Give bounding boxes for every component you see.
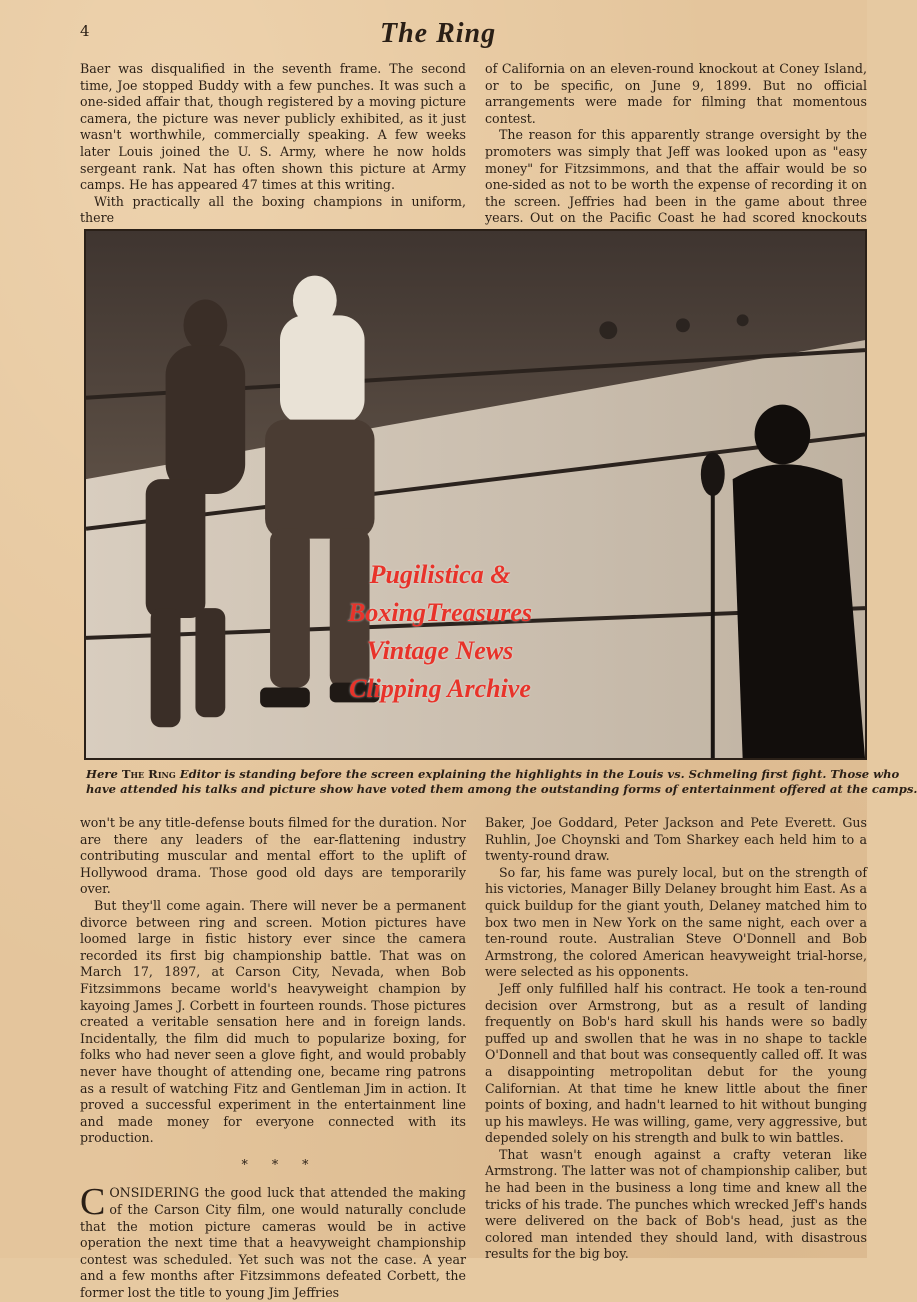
caption-lead: Here: [86, 767, 122, 781]
paragraph: The reason for this apparently strange oversight by the promoters was simply that Jeff was looked upon as "easy money" for Fitzsimmons, and that the affair would be so one-sided as not to be worth the expense of recording it on the screen. Jeffries had been in the game about three years. Out on the Pacific Coast he had scored knockouts: [485, 127, 867, 226]
paragraph: [80, 1181, 466, 1301]
watermark-line: Pugilistica &: [369, 560, 511, 589]
caption-magazine-name: The Ring: [121, 767, 176, 781]
watermark-line: Clipping Archive: [349, 674, 531, 703]
paragraph: With practically all the boxing champions in uniform, there: [80, 193, 466, 226]
watermark-line: Vintage News: [366, 636, 514, 665]
microphone-stand: [711, 489, 715, 758]
paragraph: of California on an eleven-round knockout at Coney Island, or to be specific, on June 9, 1899. But no official arrangements were made for filming that momentous contest.: [485, 61, 867, 126]
caption-line-1: [86, 767, 900, 782]
section-divider: * * *: [241, 1156, 319, 1172]
top-right-column: [485, 61, 867, 226]
watermark-text: [290, 556, 590, 708]
bottom-left-column: [80, 815, 466, 1301]
masthead-title: The Ring: [380, 18, 497, 49]
drop-cap: C: [80, 1181, 106, 1224]
paragraph: Baer was disqualified in the seventh frame. The second time, Joe stopped Buddy with a few punches. It was such a one-sided affair that, though registered by a moving picture camera, the picture was never publicly exhibited, as it just wasn't worthwhile, commercially speaking. A few weeks later Louis joined the U. S. Army, where he now holds sergeant rank. Nat has often shown this picture at Army camps. He has appeared 47 times at this writing.: [80, 61, 466, 193]
paragraph: Jeff only fulfilled half his contract. He took a ten-round decision over Armstrong, but as a result of landing frequently on Bob's hard skull his hands were so badly puffed up and swollen that he was in no shape to tackle O'Donnell and that bout was consequently called off. It was a disappointing metropolitan debut for the young Californian. At that time he knew little about the finer points of boxing, and hadn't learned to hit without bunging up his mawleys. He was willing, game, very aggressive, but depended solely on his strength and bulk to win battles.: [485, 980, 867, 1146]
paragraph: Baker, Joe Goddard, Peter Jackson and Pete Everett. Gus Ruhlin, Joe Choynski and Tom Sharkey each held him to a twenty-round draw.: [485, 815, 867, 864]
watermark-line: BoxingTreasures: [348, 598, 532, 627]
photo-caption: [86, 767, 917, 797]
bottom-right-column: [485, 815, 867, 1262]
paragraph: won't be any title-defense bouts filmed for the duration. Nor are there any leaders of the ear-flattening industry contributing muscular and mental effort to the uplift of Hollywood drama. Those good old days are temporarily over.: [80, 815, 466, 897]
caption-line-2: have attended his talks and picture show have voted them among the outstanding forms of entertainment offered at the camps.: [86, 782, 917, 796]
paragraph: That wasn't enough against a crafty veteran like Armstrong. The latter was not of championship caliber, but he had been in the business a long time and knew all the tricks of his trade. The punches which wrecked Jeff's hands were delivered on the back of Bob's head, just as the colored man intended they should land, with disastrous results for the big boy.: [485, 1146, 867, 1262]
page-number: 4: [80, 22, 90, 40]
paragraph: But they'll come again. There will never be a permanent divorce between ring and screen. Motion pictures have loomed large in fistic history ever since the camera recorded its first big championship battle. That was on March 17, 1897, at Carson City, Nevada, when Bob Fitzsimmons became world's heavyweight champion by kayoing James J. Corbett in fourteen rounds. Those pictures created a veritable sensation here and in foreign lands. Incidentally, the film did much to popularize boxing, for folks who had never seen a glove fight, and would probably never have thought of attending one, became ring patrons as a result of watching Fitz and Gentleman Jim in action. It proved a successful experiment in the entertainment line and made money for everyone connected with its production.: [80, 897, 466, 1146]
paragraph: So far, his fame was purely local, but on the strength of his victories, Manager Billy Delaney brought him East. As a quick buildup for the giant youth, Delaney matched him to box two men in New York on the same night, each over a ten-round route. Australian Steve O'Donnell and Bob Armstrong, the colored American heavyweight trial-horse, were selected as his opponents.: [485, 864, 867, 980]
caption-rest: Editor is standing before the screen explaining the highlights in the Louis vs. Schmeling first fight. Those who: [175, 767, 900, 781]
microphone-icon: [701, 452, 725, 496]
top-left-column: [80, 61, 466, 226]
paragraph-text: ONSIDERING the good luck that attended the making of the Carson City film, one would naturally conclude that the motion picture cameras would be in active operation the next time that a heavyweight championship contest was scheduled. Yet such was not the case. A year and a few months after Fitzsimmons defeated Corbett, the former lost the title to young Jim Jeffries: [80, 1185, 466, 1301]
